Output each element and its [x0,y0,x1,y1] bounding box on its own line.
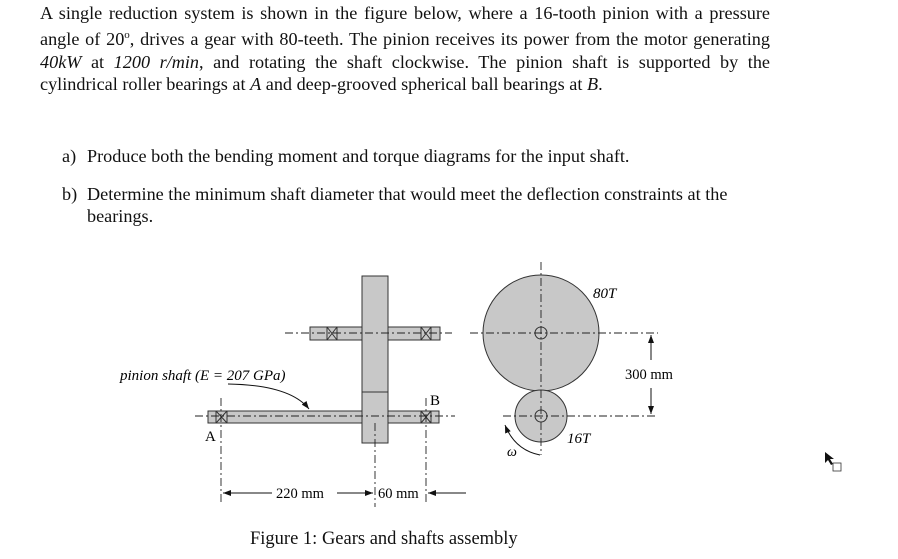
centerlines [195,262,658,507]
bearing-b-label: B [430,393,441,409]
gear-side-view [362,276,388,443]
question-label: a) [62,146,77,166]
shaft-label: pinion shaft (E = 207 GPa) [120,368,286,384]
gear-teeth-label: 80T [593,286,617,302]
figure-caption: Figure 1: Gears and shafts assembly [250,529,518,549]
problem-statement: A single reduction system is shown in the figure below, where a 16-tooth pinion with a pressure angle of 20$^o$, drives a gear with 80-teeth. The pinion receives its power from the motor generating 40kW at 1200 r/min, and rotating the shaft clockwise. The pinion shaft is supported by the cylindrical roller bearings at A and deep-grooved spherical ball bearings at B. [40,3,770,95]
bearing-a-label: A [205,429,216,445]
dim-right-label: 60 mm [378,486,419,502]
pinion-teeth-label: 16T [567,431,591,447]
dim-left-label: 220 mm [276,486,324,502]
omega-label: ω [507,445,517,460]
question-text: Produce both the bending moment and torque diagrams for the input shaft. [87,146,630,166]
question-text: Determine the minimum shaft diameter that would meet the deflection constraints at the bearings. [87,184,728,227]
question-label: b) [62,184,78,204]
center-distance-label: 300 mm [625,367,673,383]
pinion-shaft [208,411,439,423]
cursor-icon [825,452,841,471]
